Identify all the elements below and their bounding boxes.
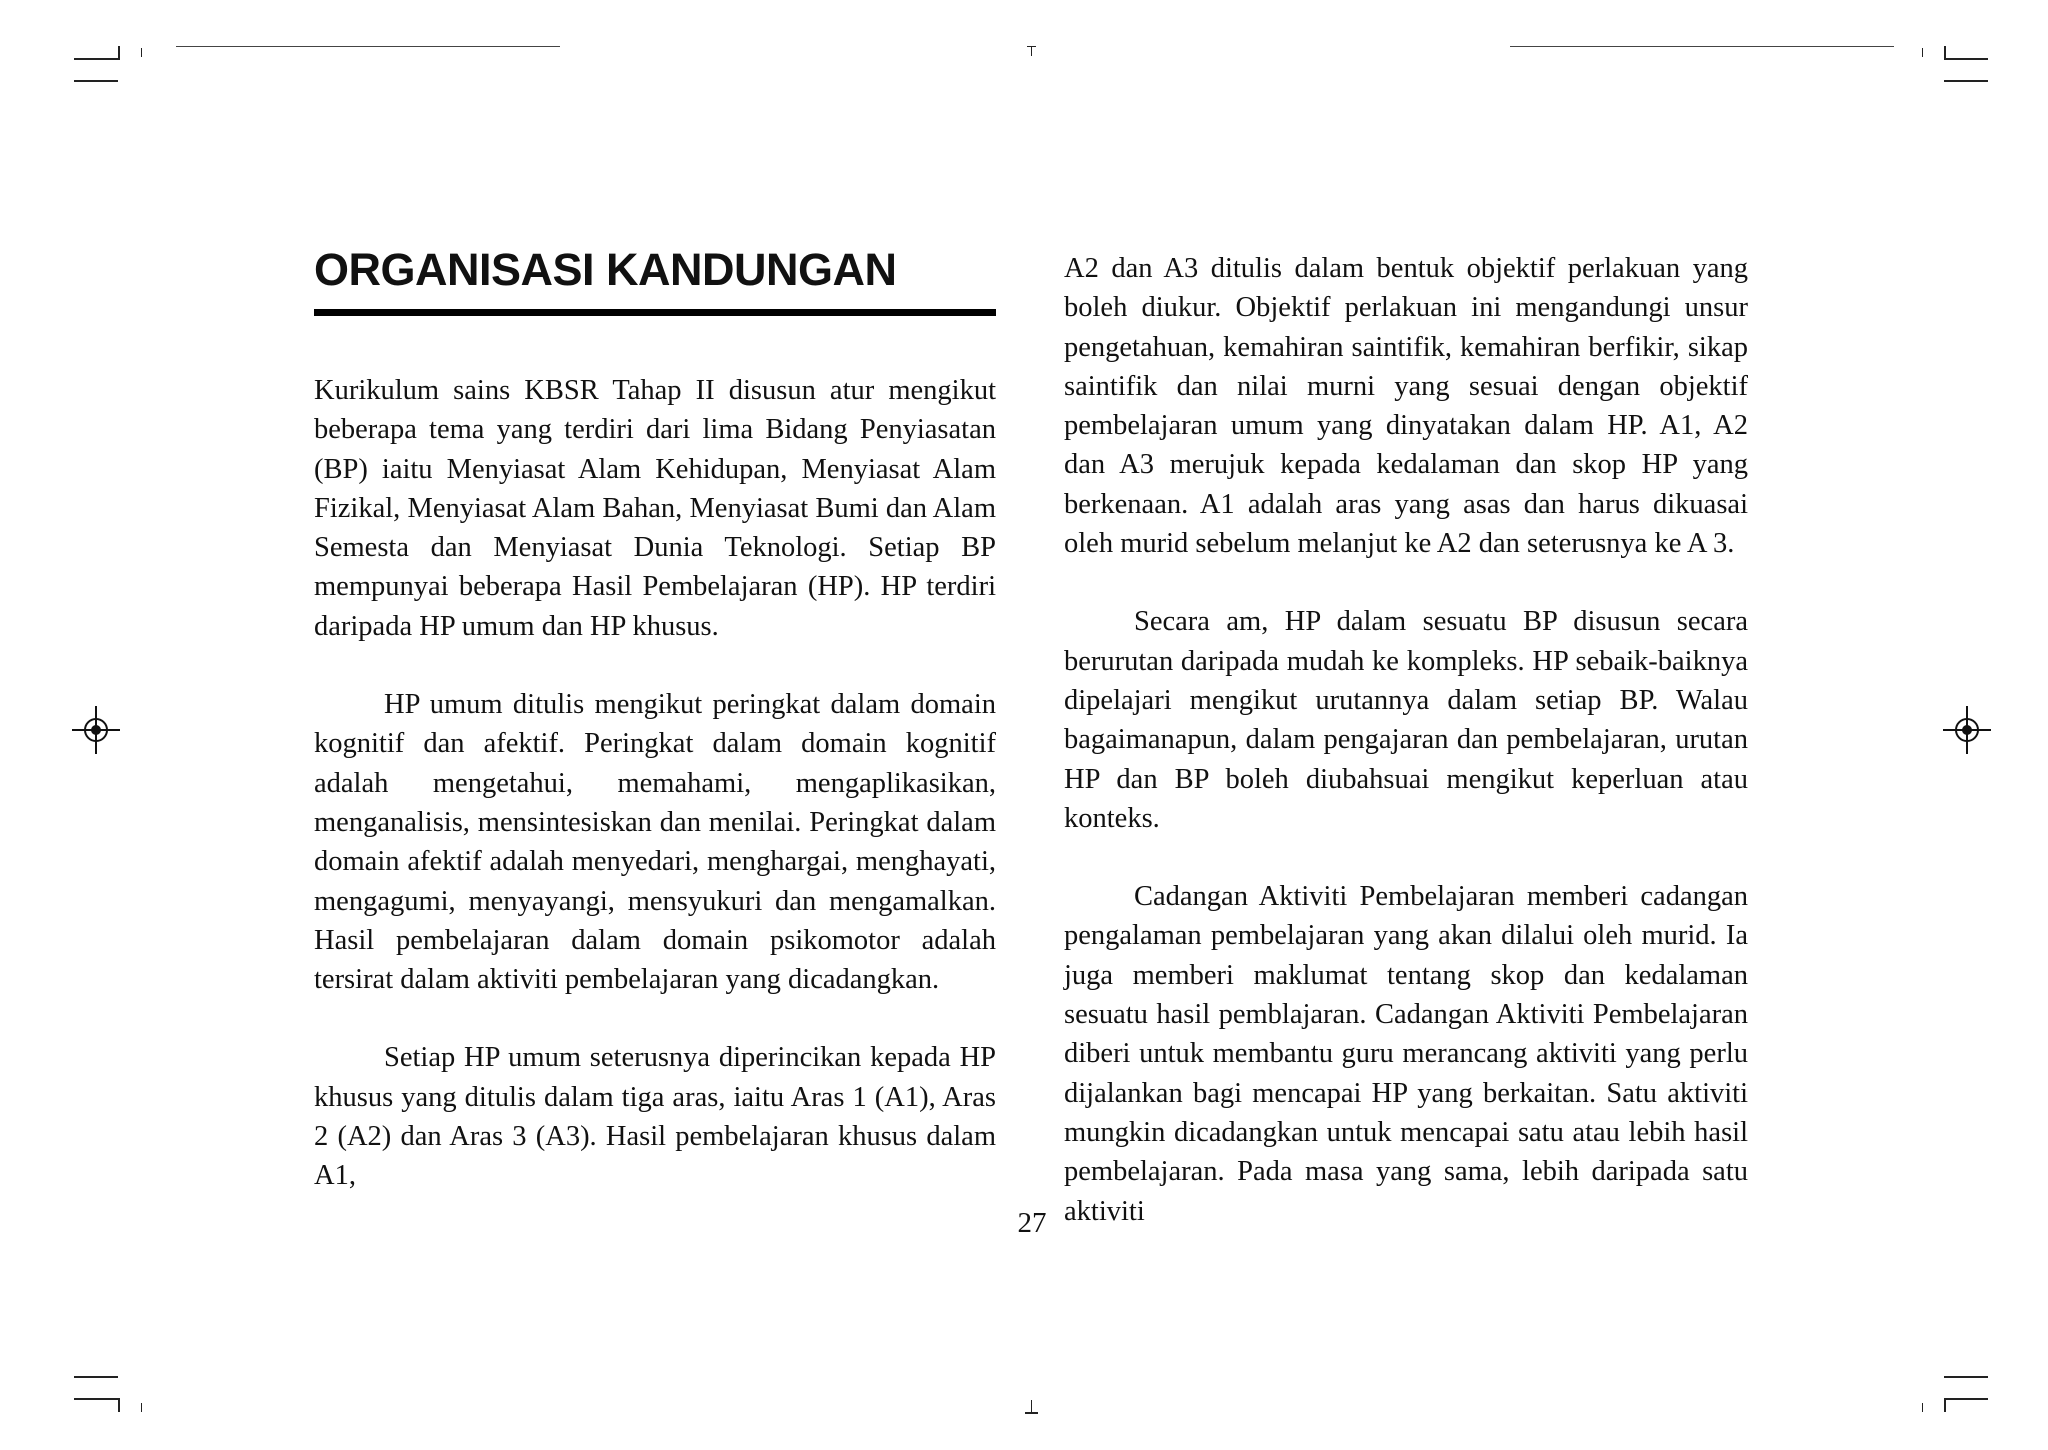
page-number: 27 [1017,1207,1047,1239]
registration-mark-icon [1943,706,1991,754]
paragraph: Kurikulum sains KBSR Tahap II disusun atur mengikut beberapa tema yang terdiri dari lima Bidang Penyiasatan (BP) iaitu Menyiasat Alam Kehidupan, Menyiasat Alam Fizikal, Menyiasat Alam Bahan, Menyiasat Bumi dan Alam Semesta dan Menyiasat Dunia Teknologi. Setiap BP mempunyai beberapa Hasil Pembelajaran (HP). HP terdiri daripada HP umum dan HP khusus. [314,375,996,642]
right-column [1064,249,1748,1270]
paragraph: Setiap HP umum seterusnya diperincikan kepada HP khusus yang ditulis dalam tiga aras, iaitu Aras 1 (A1), Aras 2 (A2) dan Aras 3 (A3). Hasil pembelajaran khusus dalam A1, [314,1042,996,1192]
registration-mark-icon [72,706,120,754]
page-title: ORGANISASI KANDUNGAN [314,244,897,295]
top-left-slug-line [176,46,560,47]
left-column [314,371,996,1235]
paragraph: HP umum ditulis mengikut peringkat dalam domain kognitif dan afektif. Peringkat dalam domain kognitif adalah mengetahui, memahami, mengaplikasikan, menganalisis, mensintesiskan dan menilai. Peringkat dalam domain afektif adalah menyedari, menghargai, menghayati, mengagumi, menyayangi, mensyukuri dan mengamalkan. Hasil pembelajaran dalam domain psikomotor adalah tersirat dalam aktiviti pembelajaran yang dicadangkan. [314,689,996,996]
paragraph: Cadangan Aktiviti Pembelajaran memberi cadangan pengalaman pembelajaran yang akan dilalui oleh murid. Ia juga memberi maklumat tentang skop dan kedalaman sesuatu hasil pemblajaran. Cadangan Aktiviti Pembelajaran diberi untuk membantu guru merancang aktiviti yang perlu dijalankan bagi mencapai HP yang berkaitan. Satu aktiviti mungkin dicadangkan untuk mencapai satu atau lebih hasil pembelajaran. Pada masa yang sama, lebih daripada satu aktiviti [1064,881,1748,1227]
paragraph: Secara am, HP dalam sesuatu BP disusun secara berurutan daripada mudah ke kompleks. HP sebaik-baiknya dipelajari mengikut urutannya dalam setiap BP. Walau bagaimanapun, dalam pengajaran dan pembelajaran, urutan HP dan BP boleh diubahsuai mengikut keperluan atau konteks. [1064,606,1748,834]
paragraph: A2 dan A3 ditulis dalam bentuk objektif perlakuan yang boleh diukur. Objektif perlakuan ini mengandungi unsur pengetahuan, kemahiran saintifik, kemahiran berfikir, sikap saintifik dan nilai murni yang sesuai dengan objektif pembelajaran umum yang dinyatakan dalam HP. A1, A2 dan A3 merujuk kepada kedalaman dan skop HP yang berkenaan. A1 adalah aras yang asas dan harus dikuasai oleh murid sebelum melanjut ke A2 dan seterusnya ke A 3. [1064,253,1748,560]
title-underline [314,309,996,316]
top-right-slug-line [1510,46,1894,47]
